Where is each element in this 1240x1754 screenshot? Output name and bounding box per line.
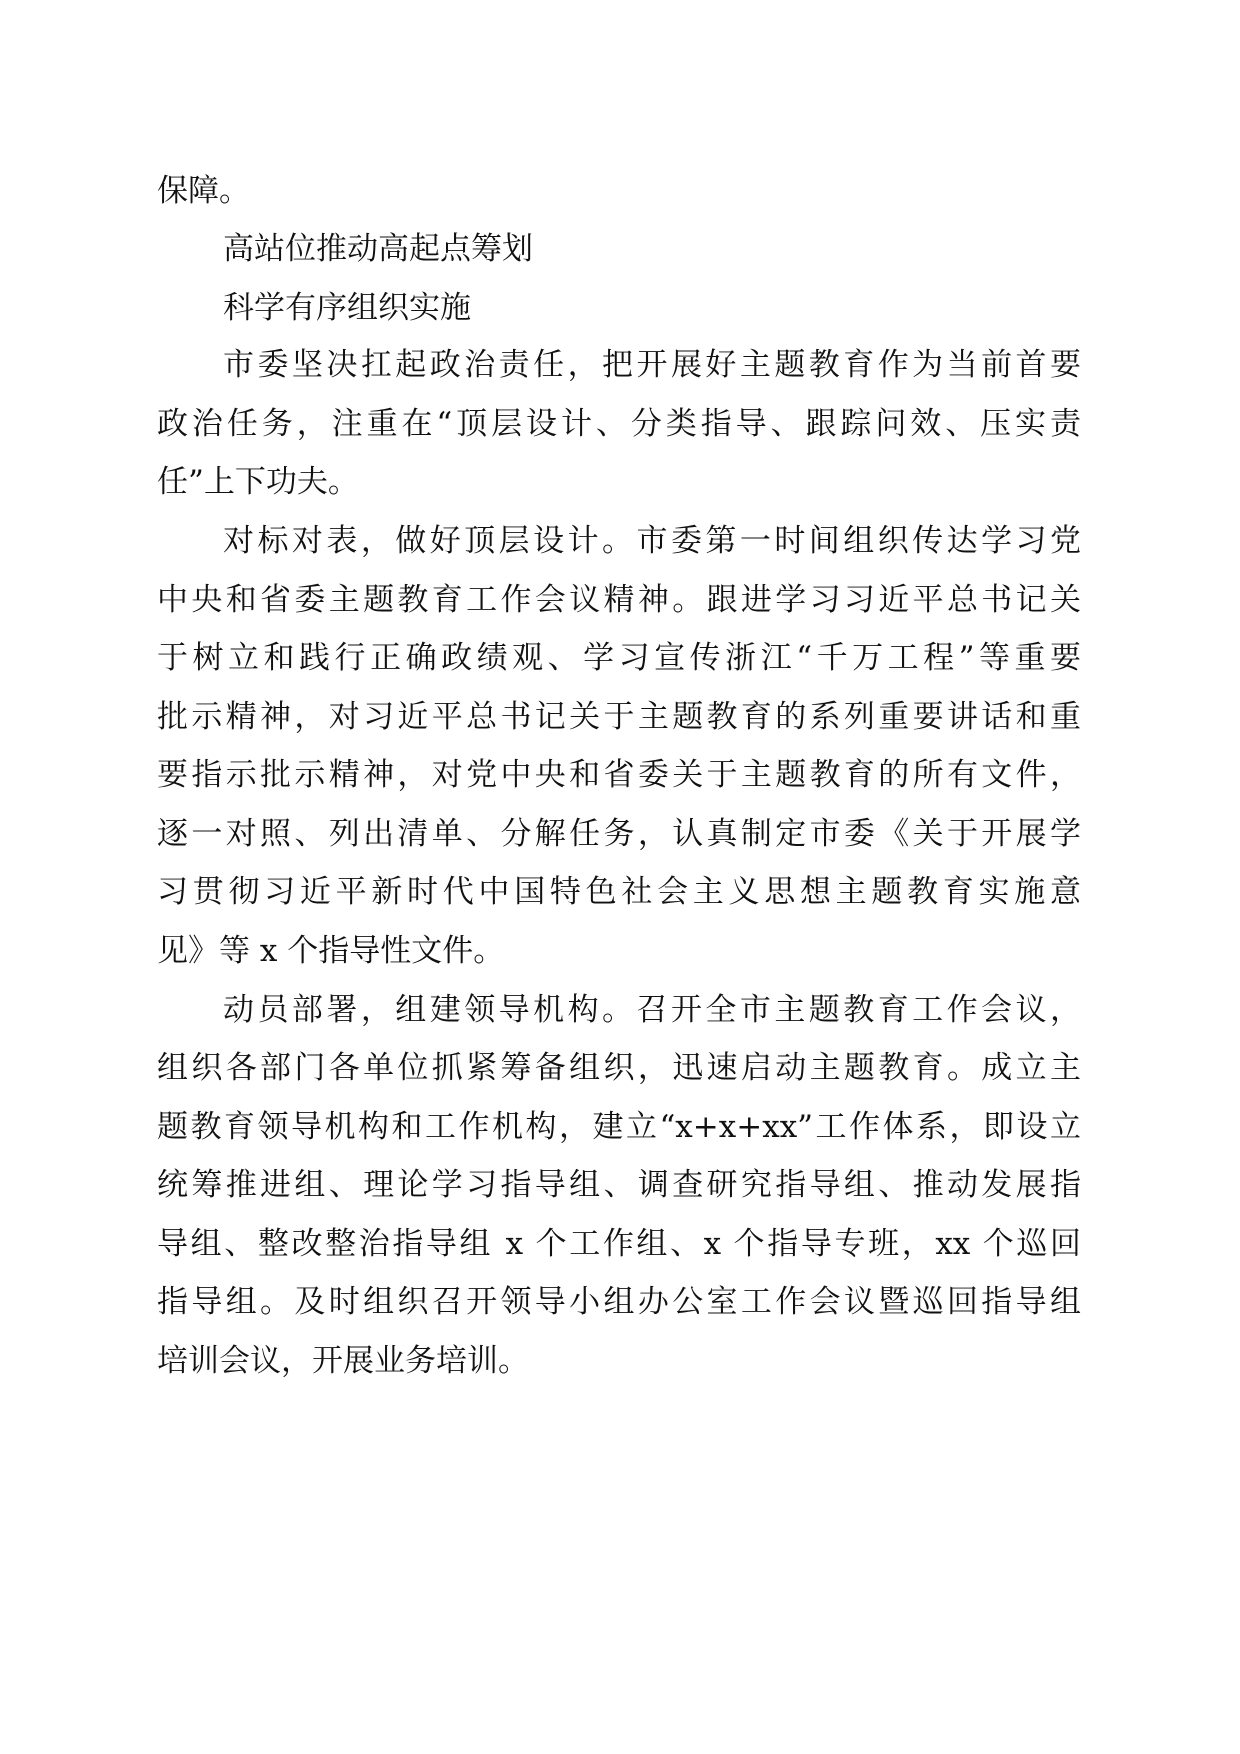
section-heading: 高站位推动高起点筹划 [223, 231, 533, 267]
text-line-5: 对标对表，做好顶层设计。市委第一时间组织传达学习党 [223, 523, 1081, 559]
text-line-17: 导组、整改整治指导组 x 个工作组、x 个指导专班，xx 个巡回 [157, 1226, 1081, 1262]
text-line-6: 中央和省委主题教育工作会议精神。跟进学习习近平总书记关 [157, 582, 1081, 618]
text-line-8: 批示精神，对习近平总书记关于主题教育的系列重要讲话和重 [157, 699, 1081, 735]
text-line-19: 培训会议，开展业务培训。 [157, 1343, 529, 1379]
text-line-2: 市委坚决扛起政治责任，把开展好主题教育作为当前首要 [223, 347, 1081, 383]
text-line-7: 于树立和践行正确政绩观、学习宣传浙江“千万工程”等重要 [157, 640, 1081, 676]
text-line-4: 任”上下功夫。 [157, 464, 359, 500]
text-line-14: 组织各部门各单位抓紧筹备组织，迅速启动主题教育。成立主 [157, 1050, 1081, 1086]
text-line-10: 逐一对照、列出清单、分解任务，认真制定市委《关于开展学 [157, 816, 1081, 852]
text-line-13: 动员部署，组建领导机构。召开全市主题教育工作会议， [223, 992, 1081, 1028]
subsection-heading: 科学有序组织实施 [223, 290, 471, 326]
text-line-12: 见》等 x 个指导性文件。 [157, 933, 505, 969]
text-line-18: 指导组。及时组织召开领导小组办公室工作会议暨巡回指导组 [157, 1284, 1081, 1320]
text-line-16: 统筹推进组、理论学习指导组、调查研究指导组、推动发展指 [157, 1167, 1081, 1203]
text-line-3: 政治任务，注重在“顶层设计、分类指导、跟踪问效、压实责 [157, 406, 1081, 442]
text-line-11: 习贯彻习近平新时代中国特色社会主义思想主题教育实施意 [157, 874, 1081, 910]
text-line-1: 保障。 [157, 173, 250, 209]
text-line-9: 要指示批示精神，对党中央和省委关于主题教育的所有文件， [157, 757, 1081, 793]
text-line-15: 题教育领导机构和工作机构，建立“x+x+xx”工作体系，即设立 [157, 1109, 1081, 1145]
